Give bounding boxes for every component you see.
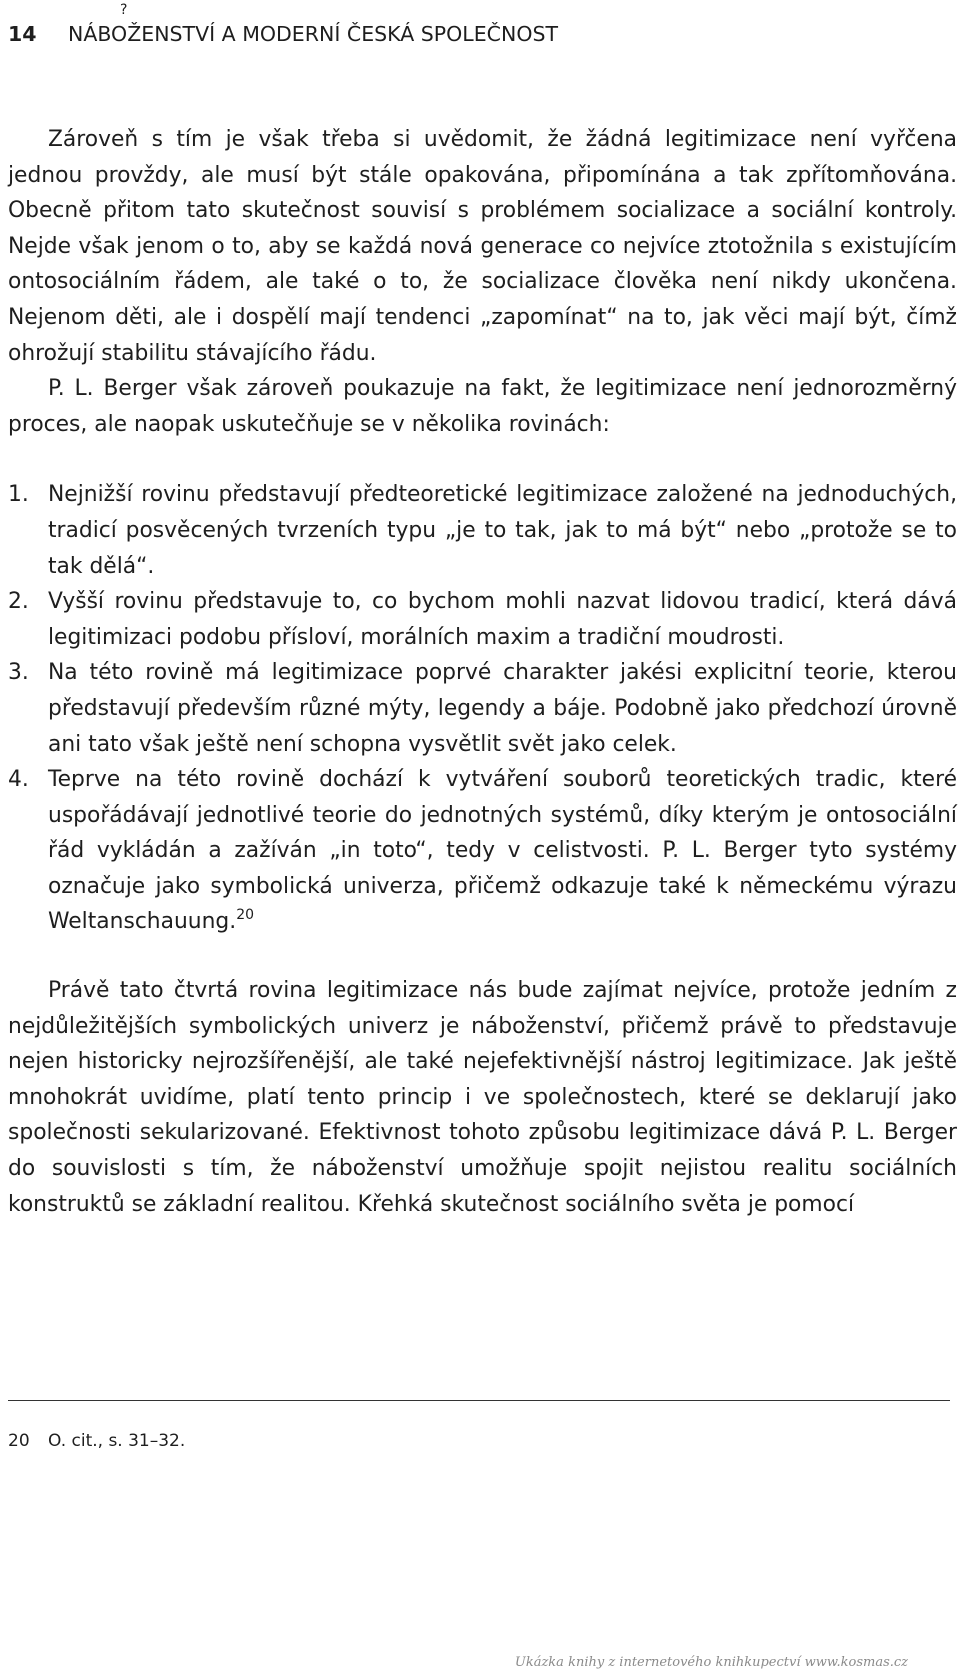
list-item-text: Vyšší rovinu představuje to, co bychom mohli nazvat lidovou tradicí, která dává legitimizaci podobu přísloví, morálních maxim a tradiční moudrosti. <box>48 589 957 650</box>
list-number: 4. <box>8 767 29 793</box>
list-item <box>8 762 957 940</box>
footnote-divider <box>8 1400 950 1401</box>
list-item <box>8 477 957 584</box>
footnote-number: 20 <box>8 1431 30 1451</box>
running-head-question-mark: ? <box>120 2 128 18</box>
footnote-text: O. cit., s. 31–32. <box>48 1431 186 1451</box>
list-item-text: Nejnižší rovinu představují předteoretické legitimizace založené na jednoduchých, tradicí posvěcených tvrzeních typu „je to tak, jak to má být“ nebo „protože se to tak dělá“. <box>48 482 957 579</box>
list-number: 2. <box>8 589 29 615</box>
main-text <box>8 122 957 1222</box>
list-number: 3. <box>8 660 29 686</box>
list-item <box>8 584 957 655</box>
running-head-wrapper <box>68 2 558 51</box>
list-item <box>8 655 957 762</box>
list-number: 1. <box>8 482 29 508</box>
footnote-reference[interactable]: 20 <box>236 907 255 924</box>
legitimization-levels-list <box>8 477 957 940</box>
watermark: Ukázka knihy z internetového knihkupectví www.kosmas.cz <box>514 1655 908 1670</box>
running-header <box>8 2 908 51</box>
footnote <box>8 1428 185 1454</box>
paragraph: Právě tato čtvrtá rovina legitimizace nás bude zajímat nejvíce, protože jedním z nejdůležitějších symbolických univerz je náboženství, přičemž právě to představuje nejen historicky nejrozšířenější, ale také nejefektivnější nástroj legitimizace. Jak ještě mnohokrát uvidíme, platí tento princip i ve společnostech, které se deklarují jako společnosti sekularizované. Efektivnost tohoto způsobu legitimizace dává P. L. Berger do souvislosti s tím, že náboženství umožňuje spojit nejistou realitu sociálních konstruktů se základní realitou. Křehká skutečnost sociálního světa je pomocí <box>8 978 957 1217</box>
running-head-title: NÁBOŽENSTVÍ A MODERNÍ ČESKÁ SPOLEČNOST <box>68 22 558 46</box>
paragraph: P. L. Berger však zároveň poukazuje na fakt, že legitimizace není jednorozměrný proces, ale naopak uskutečňuje se v několika rovinách: <box>8 376 957 437</box>
list-item-text: Teprve na této rovině dochází k vytváření souborů teoretických tradic, které uspořádávají jednotlivé teorie do jednotných systémů, díky kterým je ontosociální řád vykládán a zažíván „in toto“, tedy v celistvosti. P. L. Berger tyto systémy označuje jako symbolická univerza, přičemž odkazuje také k německému výrazu Weltanschauung. <box>48 767 957 935</box>
list-item-text: Na této rovině má legitimizace poprvé charakter jakési explicitní teorie, kterou představují především různé mýty, legendy a báje. Podobně jako předchozí úrovně ani tato však ještě není schopna vysvětlit svět jako celek. <box>48 660 957 757</box>
page-number: 14 <box>8 22 37 46</box>
paragraph: Zároveň s tím je však třeba si uvědomit, že žádná legitimizace není vyřčena jednou provždy, ale musí být stále opakována, připomínána a tak zpřítomňována. Obecně přitom tato skutečnost souvisí s problémem socializace a sociální kontroly. Nejde však jenom o to, aby se každá nová generace co nejvíce ztotožnila s existujícím ontosociálním řádem, ale také o to, že socializace člověka není nikdy ukončena. Nejenom děti, ale i dospělí mají tendenci „zapomínat“ na to, jak věci mají být, čímž ohrožují stabilitu stávajícího řádu. <box>8 127 957 366</box>
